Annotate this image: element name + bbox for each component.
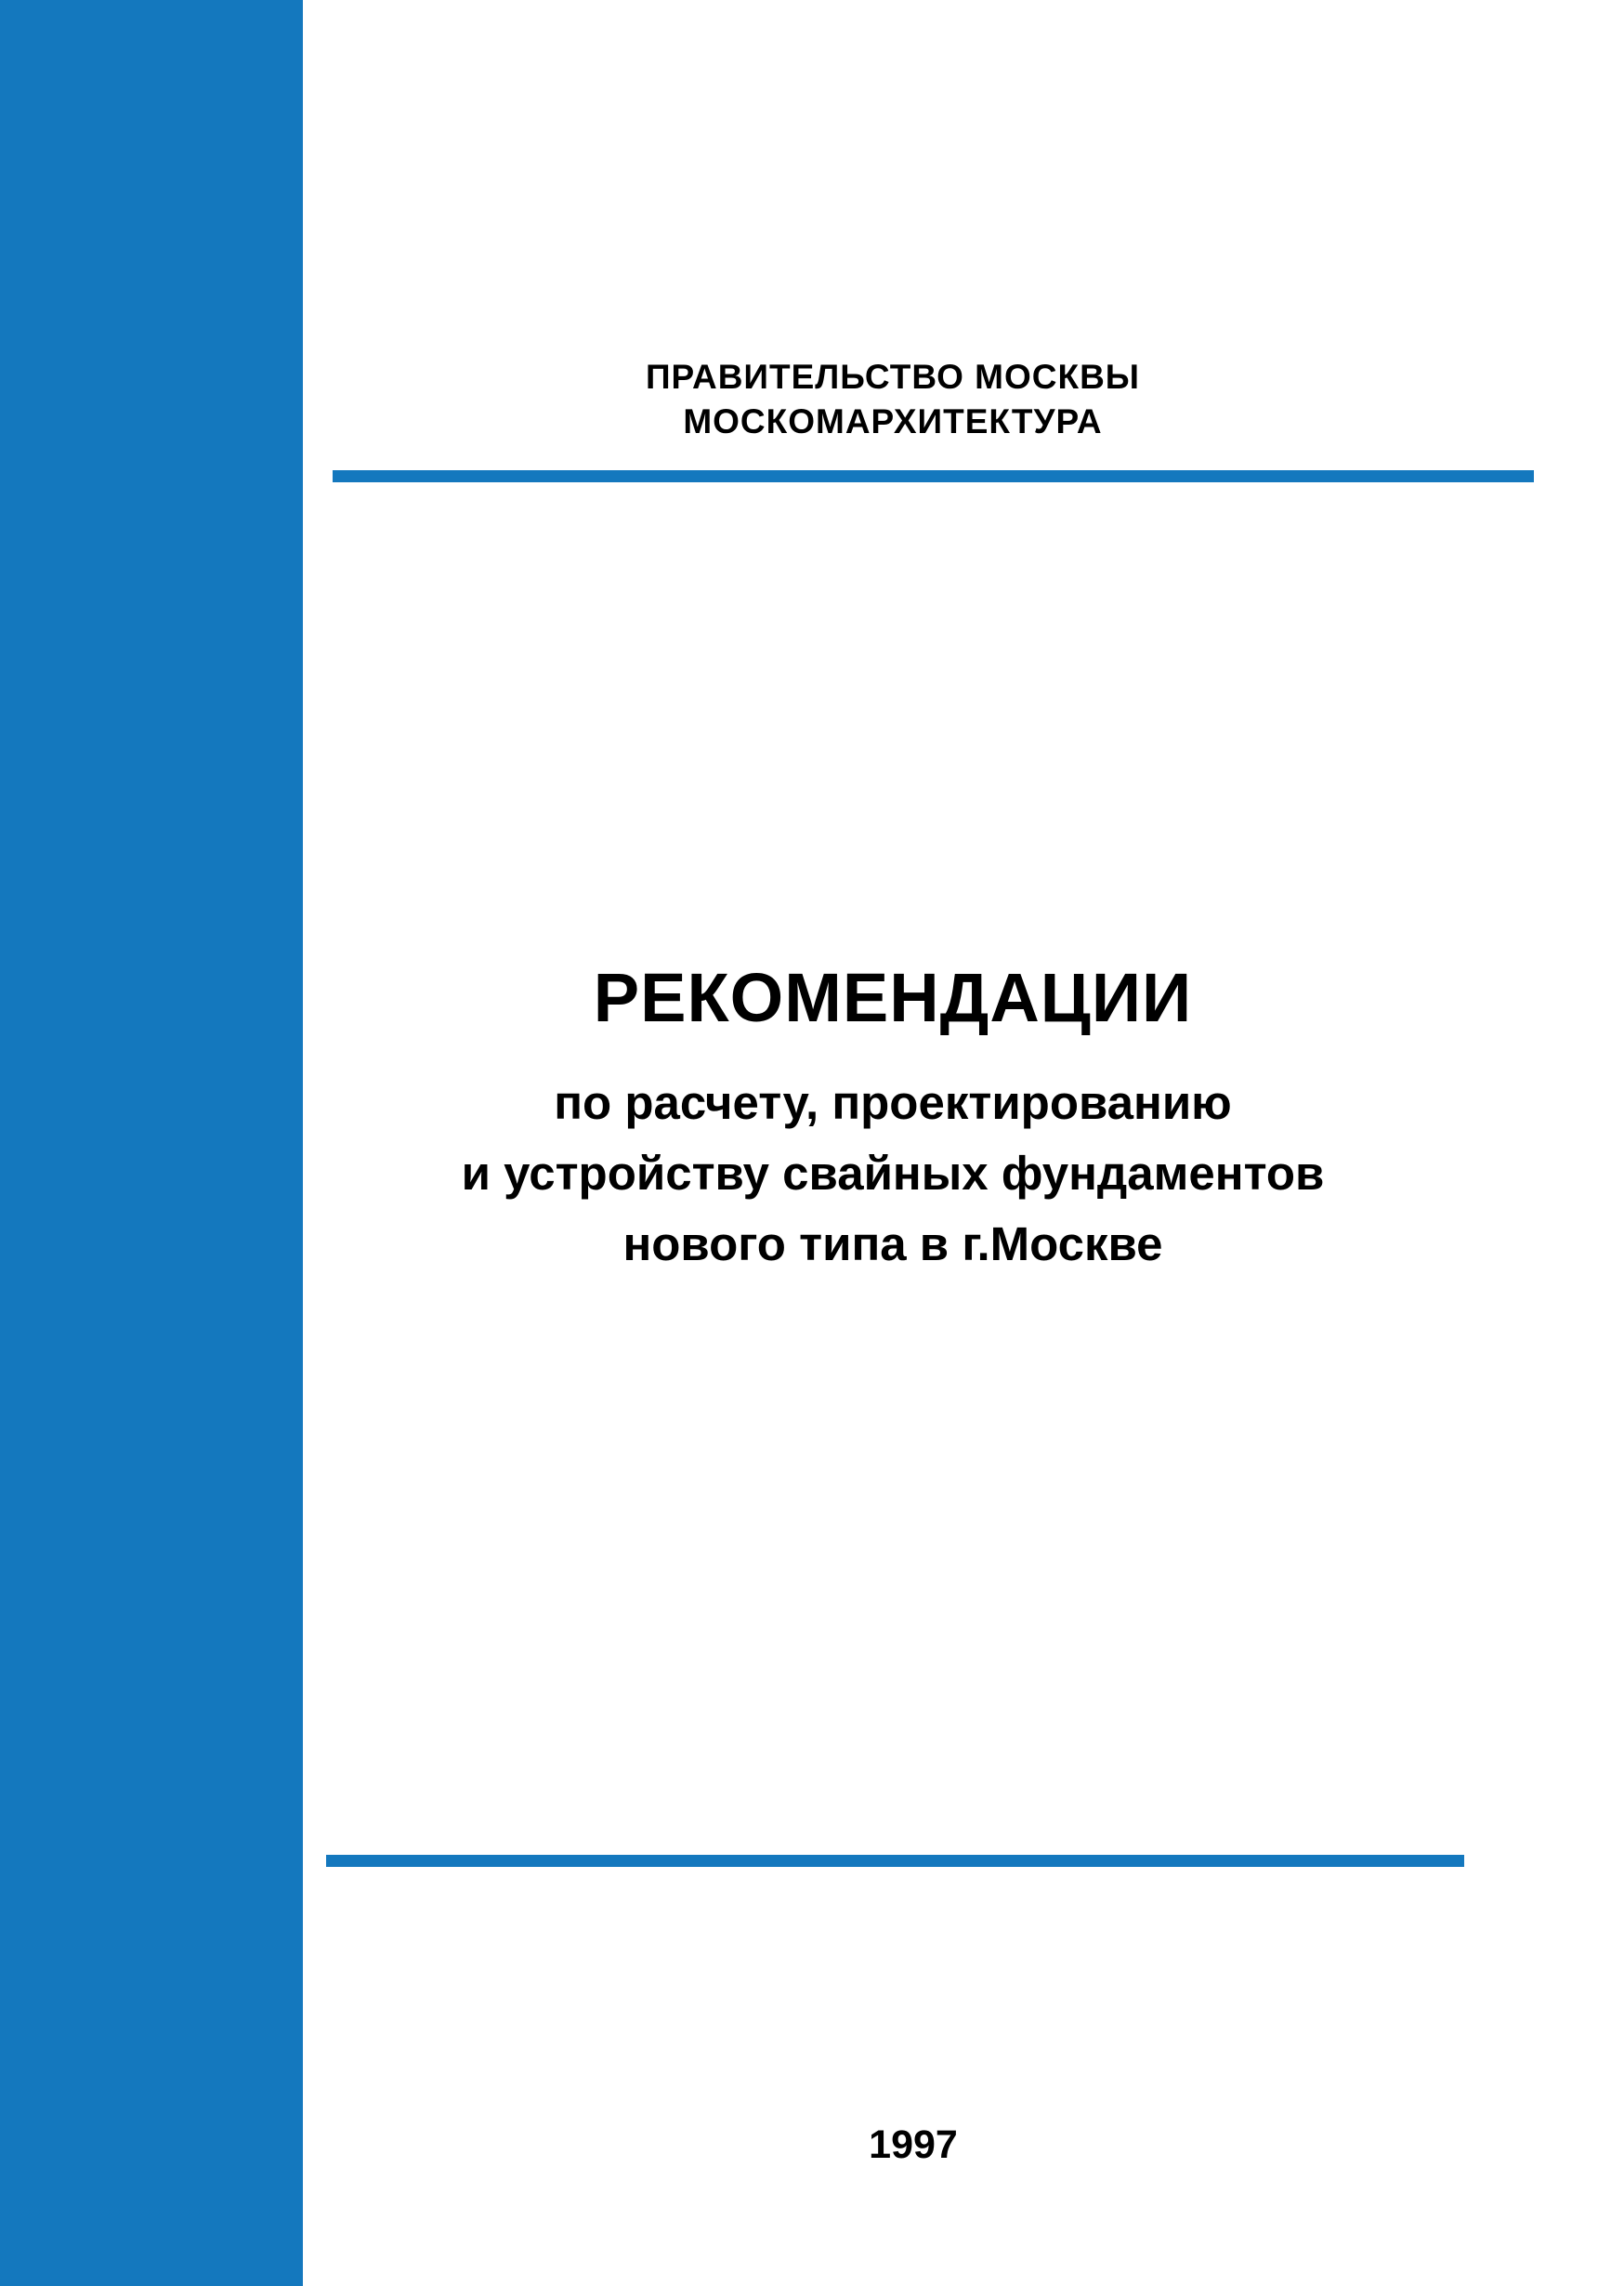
- publication-year: 1997: [869, 2122, 958, 2167]
- subtitle-line-1: по расчету, проектированию: [554, 1076, 1232, 1129]
- bottom-divider: [326, 1855, 1464, 1867]
- subtitle-line-3: нового типа в г.Москве: [622, 1217, 1163, 1270]
- org-name-government: ПРАВИТЕЛЬСТВО МОСКВЫ: [645, 358, 1141, 396]
- org-name-moskomarkhitektura: МОСКОМАРХИТЕКТУРА: [683, 402, 1103, 440]
- subtitle-line-2: и устройству свайных фундаментов: [461, 1147, 1325, 1200]
- cover-spine-band: [0, 0, 303, 2286]
- top-divider: [333, 470, 1534, 482]
- document-title: РЕКОМЕНДАЦИИ: [593, 959, 1193, 1036]
